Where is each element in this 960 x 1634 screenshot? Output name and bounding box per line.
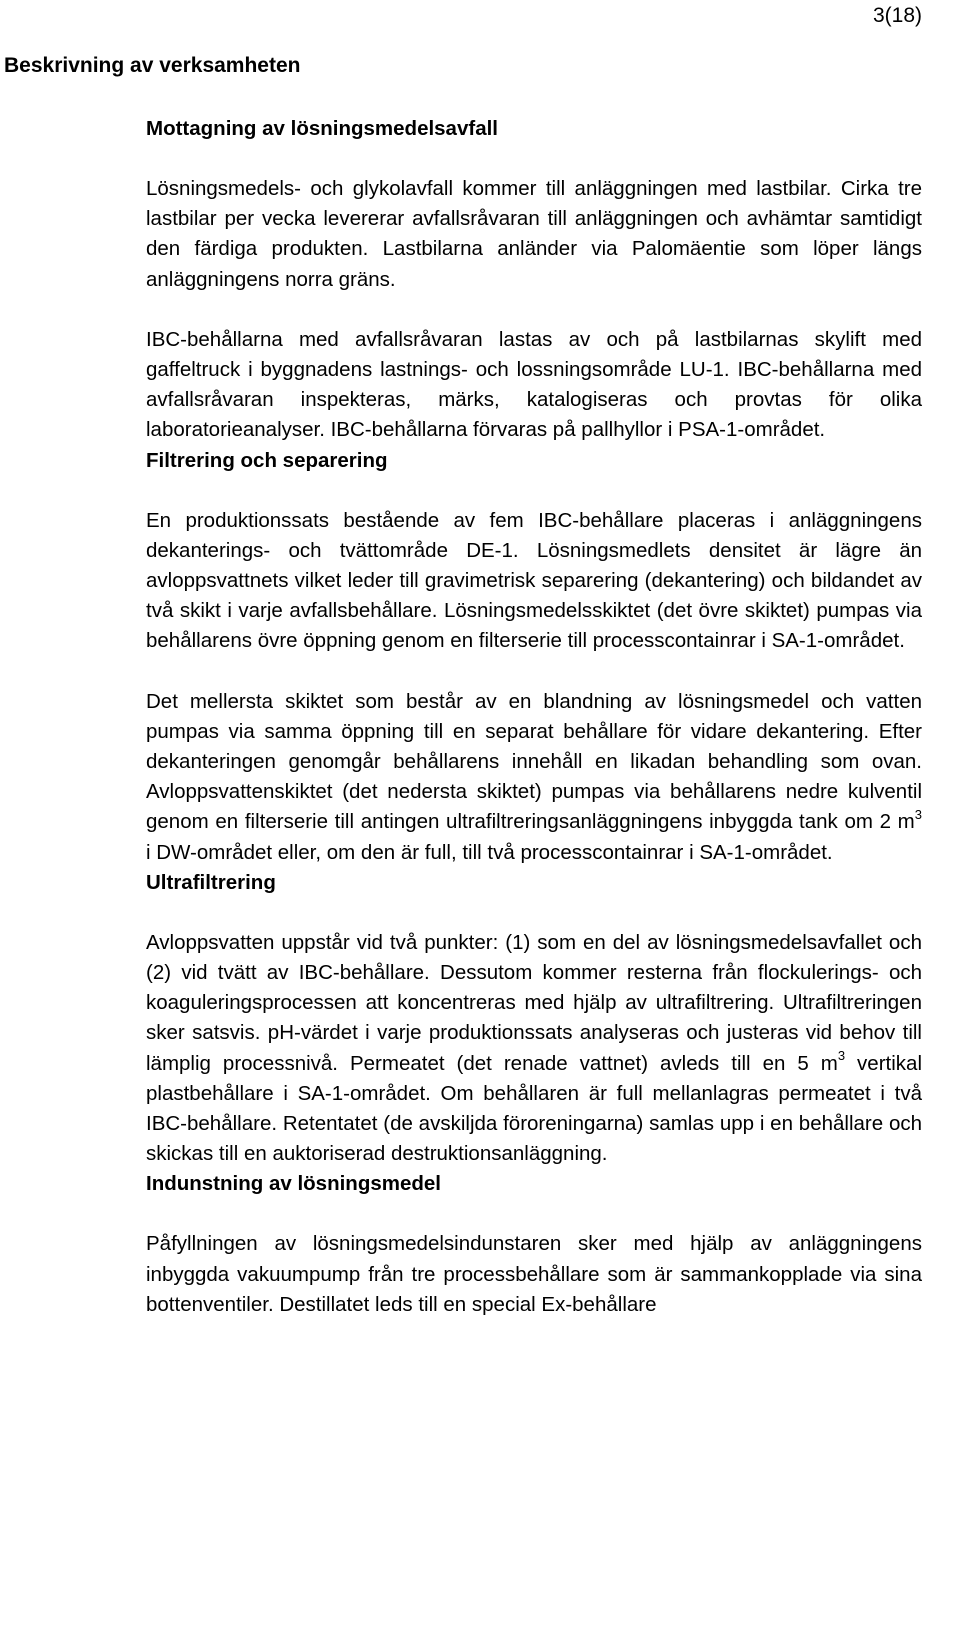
paragraph-ultrafiltrering: [146, 928, 922, 1170]
heading-mottagning: Mottagning av lösningsmedelsavfall: [146, 117, 498, 140]
paragraph-filtrering-1: En produktionssats bestående av fem IBC-behållare placeras i anläggningens dekanterings- och tvättområde DE-1. Lösningsmedlets densitet är lägre än avloppsvattnets vilket leder till gravimetrisk separering (dekantering) och bildandet av två skikt i varje avfallsbehållare. Lösningsmedelsskiktet (det övre skiktet) pumpas via behållarens övre öppning genom en filterserie till processcontainrar i SA-1-området.: [146, 508, 922, 653]
heading-indunstning: Indunstning av lösningsmedel: [146, 1172, 441, 1196]
paragraph-indunstning: Påfyllningen av lösningsmedelsindunstaren sker med hjälp av anläggningens inbyggda vakuumpump från tre processbehållare som är sammankopplade via sina bottenventiler. Destillatet leds till en special Ex-behållare: [146, 1232, 922, 1316]
superscript: 3: [914, 806, 922, 822]
paragraph-mottagning-2: IBC-behållarna med avfallsråvaran lastas av och på lastbilarnas skylift med gaffeltruck i byggnadens lastnings- och lossningsområde LU-1. IBC-behållarna med avfallsråvaran inspekteras, märks, katalogiseras och provtas för olika laboratorieanalyser. IBC-behållarna förvaras på pallhyllor i PSA-1-området.: [146, 327, 922, 442]
heading-filtrering: Filtrering och separering: [146, 448, 388, 472]
paragraph-mottagning-1: Lösningsmedels- och glykolavfall kommer till anläggningen med lastbilar. Cirka tre lastbilar per vecka levererar avfallsråvaran till anläggningen och avhämtar samtidigt den färdiga produkten. Lastbilarna anländer via Palomäentie som löper längs anläggningens norra gräns.: [146, 177, 922, 291]
page-number: 3(18): [872, 4, 922, 27]
paragraph-filtrering-2: [146, 687, 922, 868]
superscript: 3: [837, 1047, 846, 1063]
paragraph-text: i DW-området eller, om den är full, till två processcontainrar i SA-1-området.: [146, 840, 833, 864]
heading-ultrafiltrering: Ultrafiltrering: [146, 870, 276, 894]
paragraph-text: Det mellersta skiktet som består av en blandning av lösningsmedel och vatten pumpas via samma öppning till en separat behållare för vidare dekantering. Efter dekanteringen genomgår behållarens innehåll en likadan behandling som ovan. Avloppsvattenskiktet (det nedersta skiktet) pumpas via behållarens nedre kulventil genom en filterserie till antingen ultrafiltreringsanläggningens inbyggda tank om 2 m: [146, 689, 922, 834]
paragraph-text: vertikal plastbehållare i SA-1-området. Om behållaren är full mellanlagras permeatet i två IBC-behållare. Retentatet (de avskiljda föroreningarna) samlas upp i en behållare och skickas till en auktoriserad destruktionsanläggning.: [146, 1051, 922, 1166]
section-title: Beskrivning av verksamheten: [4, 54, 301, 77]
paragraph-text: Avloppsvatten uppstår vid två punkter: (1) som en del av lösningsmedelsavfallet och (2) vid tvätt av IBC-behållare. Dessutom kommer resterna från flockulerings- och koaguleringsprocessen att koncentreras med hjälp av ultrafiltrering. Ultrafiltreringen sker satsvis. pH-värdet i varje produktionssats analyseras och justeras vid behov till lämplig processnivå. Permeatet (det renade vattnet) avleds till en 5 m: [146, 930, 922, 1075]
document-body: [146, 114, 922, 1320]
